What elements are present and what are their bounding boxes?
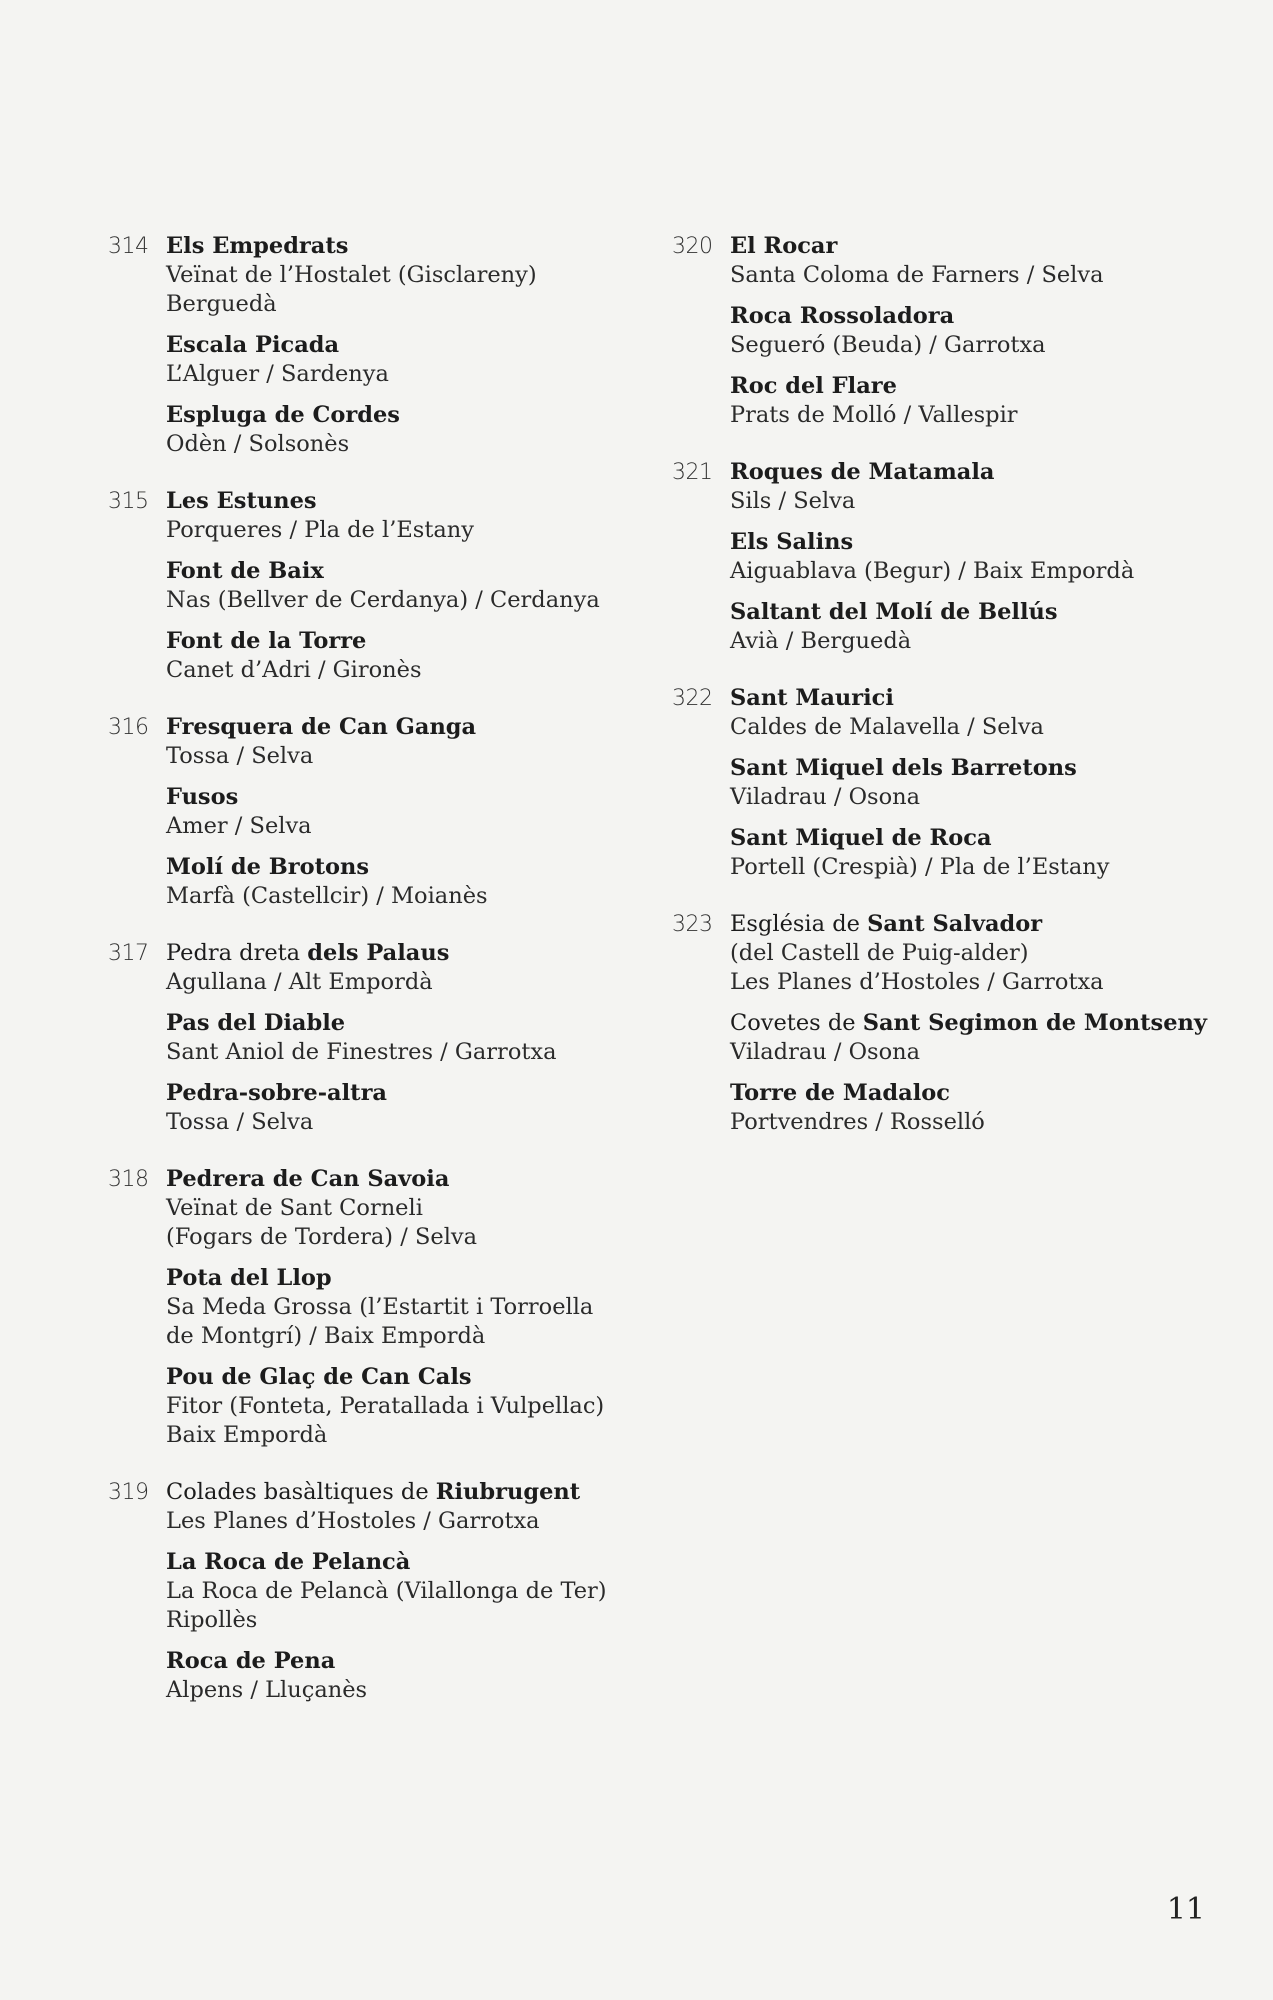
- entry-location: (Fogars de Tordera) / Selva: [166, 1224, 478, 1250]
- entry-location: Viladrau / Osona: [730, 1039, 921, 1065]
- entry-name-bold: Pas del Diable: [166, 1010, 346, 1036]
- reference-page-number: 314: [108, 234, 149, 259]
- index-group: [672, 458, 1232, 656]
- reference-page-number: 315: [108, 489, 149, 514]
- index-entry: [166, 1009, 668, 1067]
- entry-location: Canet d’Adri / Gironès: [166, 657, 422, 683]
- index-entry: [166, 1647, 668, 1705]
- entry-name-bold: Pou de Glaç de Can Cals: [166, 1364, 472, 1390]
- entry-location: de Montgrí) / Baix Empordà: [166, 1323, 486, 1349]
- entry-name: [730, 1079, 1232, 1108]
- entry-name: [730, 302, 1232, 331]
- entry-location: Portvendres / Rosselló: [730, 1109, 985, 1135]
- index-group: [108, 713, 668, 911]
- reference-page-number: 319: [108, 1480, 149, 1505]
- entry-name: [730, 754, 1232, 783]
- entry-location: Les Planes d’Hostoles / Garrotxa: [166, 1508, 540, 1534]
- entry-name-bold: Roc del Flare: [730, 373, 897, 399]
- entry-name-bold: Els Salins: [730, 529, 854, 555]
- entry-name: [730, 684, 1232, 713]
- index-entry: [730, 528, 1232, 586]
- index-group: [108, 939, 668, 1137]
- entry-name-plain: Colades basàltiques de: [166, 1479, 436, 1505]
- entry-name-bold: Sant Miquel dels Barretons: [730, 755, 1077, 781]
- entry-location: Veïnat de l’Hostalet (Gisclareny): [166, 262, 537, 288]
- entry-location: Sant Aniol de Finestres / Garrotxa: [166, 1039, 557, 1065]
- index-entry: [730, 684, 1232, 742]
- index-entry: [730, 598, 1232, 656]
- entry-location: Baix Empordà: [166, 1422, 328, 1448]
- index-entry: [166, 1363, 668, 1450]
- right-column: [672, 232, 1232, 1165]
- reference-page-number: 323: [672, 912, 713, 937]
- entry-name-bold: Sant Salvador: [867, 911, 1043, 937]
- index-entry: [166, 1165, 668, 1252]
- entry-name: [166, 1165, 668, 1194]
- entry-name-bold: Torre de Madaloc: [730, 1080, 950, 1106]
- entry-name: [730, 910, 1232, 939]
- entry-name-bold: Roca de Pena: [166, 1648, 336, 1674]
- entry-name: [730, 528, 1232, 557]
- reference-page-number: 318: [108, 1167, 149, 1192]
- entry-name-bold: Espluga de Cordes: [166, 402, 400, 428]
- entry-name: [166, 557, 668, 586]
- index-entry: [166, 783, 668, 841]
- entry-name-bold: Riubrugent: [435, 1479, 581, 1505]
- entry-location: Fitor (Fonteta, Peratallada i Vulpellac): [166, 1393, 605, 1419]
- entry-location: Marfà (Castellcir) / Moianès: [166, 883, 488, 909]
- entry-name-bold: Sant Maurici: [730, 685, 894, 711]
- index-entry: [166, 331, 668, 389]
- entry-location: Sils / Selva: [730, 488, 856, 514]
- entry-name: [730, 372, 1232, 401]
- index-entry: [166, 853, 668, 911]
- index-entry: [166, 557, 668, 615]
- entry-name-bold: Sant Miquel de Roca: [730, 825, 992, 851]
- entry-location: Segueró (Beuda) / Garrotxa: [730, 332, 1046, 358]
- entry-name: [166, 232, 668, 261]
- left-column: [108, 232, 668, 1733]
- entry-name: [166, 1264, 668, 1293]
- page-number: 11: [1166, 1892, 1205, 1927]
- index-entry: [730, 1079, 1232, 1137]
- entry-location: Nas (Bellver de Cerdanya) / Cerdanya: [166, 587, 600, 613]
- entry-location: La Roca de Pelancà (Vilallonga de Ter): [166, 1578, 607, 1604]
- index-group: [672, 232, 1232, 430]
- index-group: [672, 684, 1232, 882]
- index-entry: [166, 1548, 668, 1635]
- entry-location: Odèn / Solsonès: [166, 431, 350, 457]
- index-entry: [166, 1478, 668, 1536]
- entry-location: Agullana / Alt Empordà: [166, 969, 433, 995]
- index-group: [672, 910, 1232, 1137]
- index-entry: [166, 401, 668, 459]
- entry-name: [166, 713, 668, 742]
- index-entry: [166, 627, 668, 685]
- entry-location: Aiguablava (Begur) / Baix Empordà: [730, 558, 1135, 584]
- entry-location: Portell (Crespià) / Pla de l’Estany: [730, 854, 1110, 880]
- reference-page-number: 316: [108, 715, 149, 740]
- entry-location: Veïnat de Sant Corneli: [166, 1195, 423, 1221]
- entry-name-bold: Sant Segimon de Montseny: [862, 1010, 1207, 1036]
- entry-name: [166, 487, 668, 516]
- entry-location: (del Castell de Puig-alder): [730, 940, 1029, 966]
- entry-name-bold: Pedrera de Can Savoia: [166, 1166, 450, 1192]
- reference-page-number: 320: [672, 234, 713, 259]
- entry-location: Prats de Molló / Vallespir: [730, 402, 1018, 428]
- entry-location: Tossa / Selva: [166, 1109, 314, 1135]
- entry-location: Caldes de Malavella / Selva: [730, 714, 1044, 740]
- index-group: [108, 1165, 668, 1450]
- index-entry: [166, 713, 668, 771]
- entry-location: Ripollès: [166, 1607, 258, 1633]
- entry-name: [730, 232, 1232, 261]
- entry-name-bold: dels Palaus: [307, 940, 450, 966]
- entry-name-plain: Pedra dreta: [166, 940, 308, 966]
- entry-name: [166, 331, 668, 360]
- entry-name: [166, 939, 668, 968]
- entry-name-bold: Pedra-sobre-altra: [166, 1080, 388, 1106]
- entry-location: Santa Coloma de Farners / Selva: [730, 262, 1104, 288]
- index-entry: [730, 754, 1232, 812]
- reference-page-number: 321: [672, 460, 713, 485]
- entry-name-bold: Saltant del Molí de Bellús: [730, 599, 1058, 625]
- index-entry: [730, 372, 1232, 430]
- entry-name-bold: Escala Picada: [166, 332, 340, 358]
- entry-name: [730, 598, 1232, 627]
- entry-name: [166, 783, 668, 812]
- index-entry: [730, 302, 1232, 360]
- entry-location: Berguedà: [166, 291, 277, 317]
- entry-name: [166, 1647, 668, 1676]
- index-entry: [166, 487, 668, 545]
- index-entry: [730, 1009, 1232, 1067]
- index-entry: [166, 1079, 668, 1137]
- entry-name-bold: Les Estunes: [166, 488, 317, 514]
- entry-name: [166, 1009, 668, 1038]
- entry-name-bold: La Roca de Pelancà: [166, 1549, 411, 1575]
- entry-name-bold: Fusos: [166, 784, 239, 810]
- entry-name: [166, 853, 668, 882]
- index-group: [108, 232, 668, 459]
- entry-name: [166, 627, 668, 656]
- entry-location: Alpens / Lluçanès: [166, 1677, 368, 1703]
- entry-name-bold: Pota del Llop: [166, 1265, 332, 1291]
- entry-location: Porqueres / Pla de l’Estany: [166, 517, 474, 543]
- reference-page-number: 317: [108, 941, 149, 966]
- entry-name: [166, 1548, 668, 1577]
- entry-name: [166, 1079, 668, 1108]
- entry-name: [166, 1478, 668, 1507]
- entry-location: Viladrau / Osona: [730, 784, 921, 810]
- reference-page-number: 322: [672, 686, 713, 711]
- entry-location: L’Alguer / Sardenya: [166, 361, 389, 387]
- entry-location: Avià / Berguedà: [730, 628, 912, 654]
- index-entry: [730, 910, 1232, 997]
- index-group: [108, 1478, 668, 1705]
- entry-location: Sa Meda Grossa (l’Estartit i Torroella: [166, 1294, 594, 1320]
- entry-name: [730, 824, 1232, 853]
- entry-name-bold: Roca Rossoladora: [730, 303, 955, 329]
- entry-name-bold: Els Empedrats: [166, 233, 349, 259]
- index-entry: [166, 232, 668, 319]
- entry-name: [730, 1009, 1232, 1038]
- index-group: [108, 487, 668, 685]
- index-entry: [166, 1264, 668, 1351]
- entry-name-bold: Molí de Brotons: [166, 854, 370, 880]
- entry-location: Tossa / Selva: [166, 743, 314, 769]
- index-entry: [730, 232, 1232, 290]
- entry-name: [166, 1363, 668, 1392]
- entry-name-bold: Fresquera de Can Ganga: [166, 714, 477, 740]
- entry-name-plain: Església de: [730, 911, 868, 937]
- entry-name-bold: Font de la Torre: [166, 628, 367, 654]
- entry-location: Les Planes d’Hostoles / Garrotxa: [730, 969, 1104, 995]
- entry-location: Amer / Selva: [166, 813, 312, 839]
- index-entry: [730, 458, 1232, 516]
- entry-name: [166, 401, 668, 430]
- index-entry: [730, 824, 1232, 882]
- entry-name-bold: Font de Baix: [166, 558, 324, 584]
- entry-name-bold: El Rocar: [730, 233, 838, 259]
- entry-name-plain: Covetes de: [730, 1010, 863, 1036]
- index-entry: [166, 939, 668, 997]
- entry-name: [730, 458, 1232, 487]
- entry-name-bold: Roques de Matamala: [730, 459, 995, 485]
